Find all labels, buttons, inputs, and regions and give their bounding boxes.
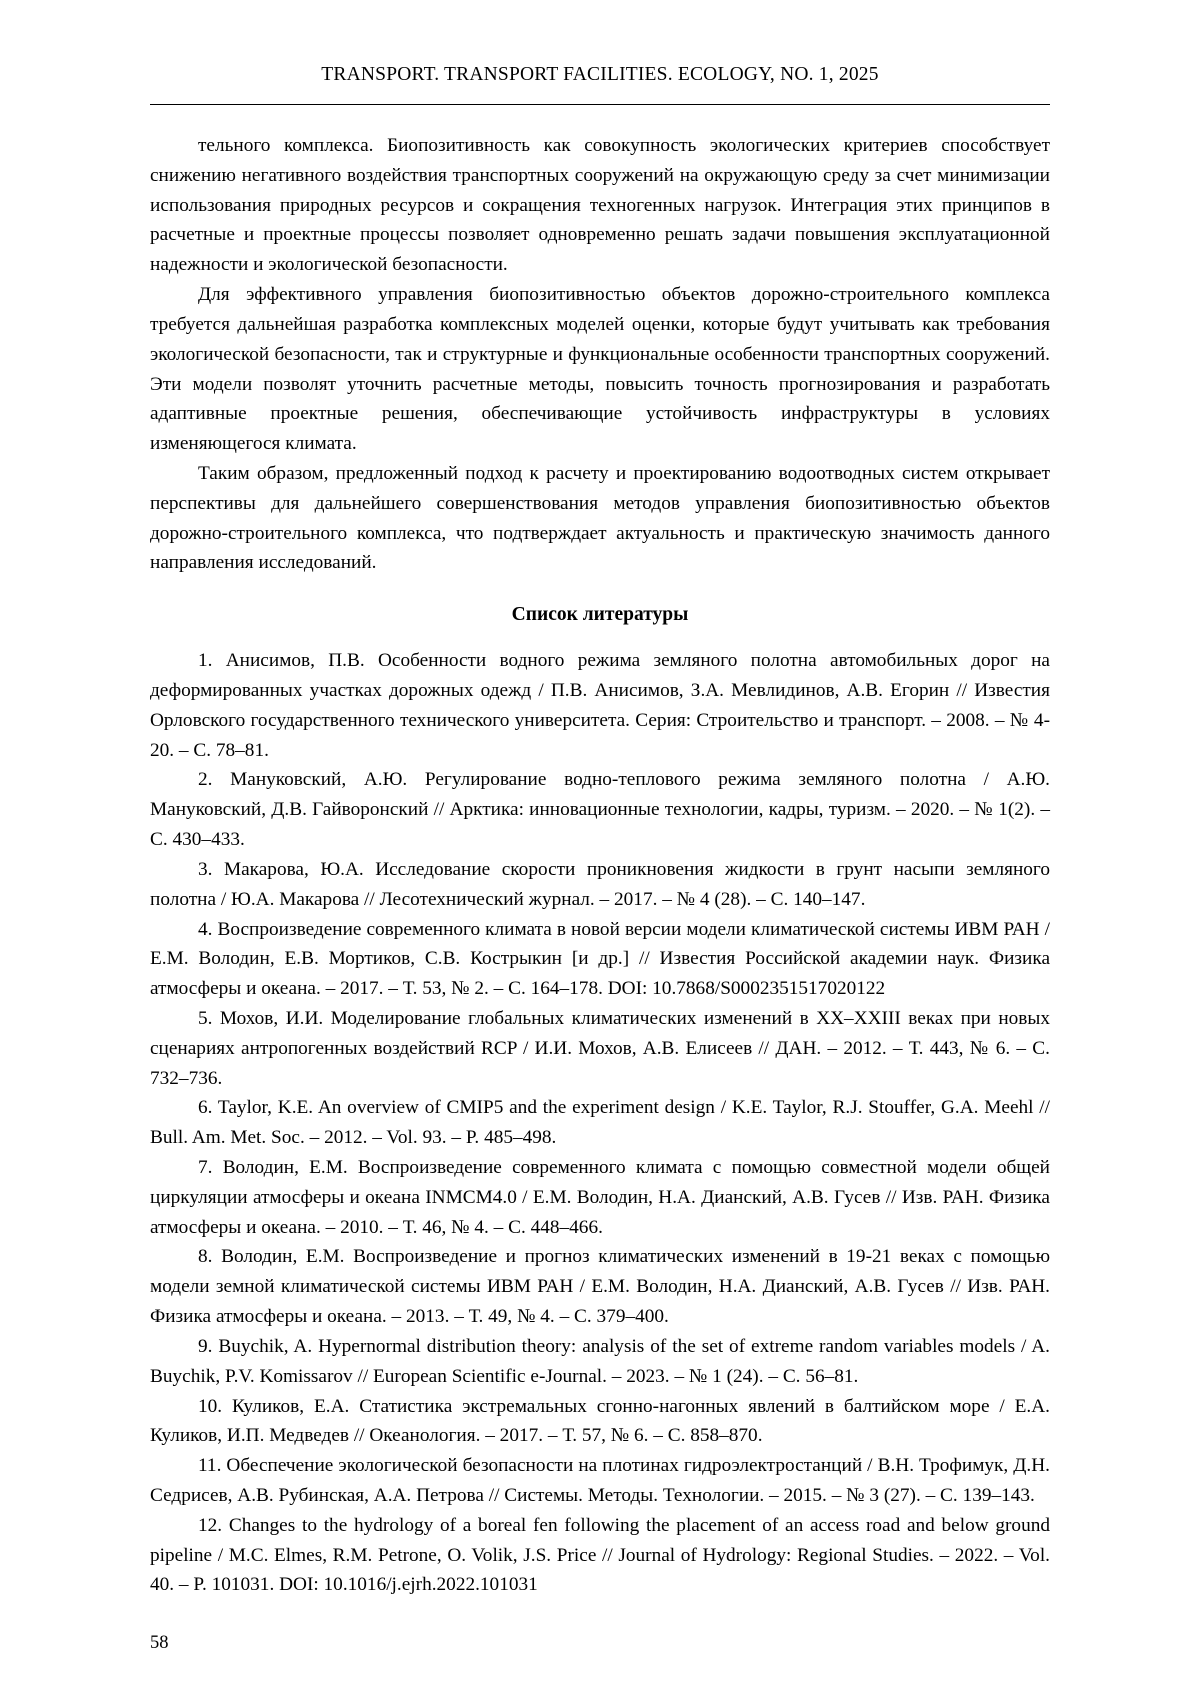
- reference-item: 10. Куликов, Е.А. Статистика экстремальных сгонно-нагонных явлений в балтийском море / Е.А. Куликов, И.П. Медведев // Океанология. – 2017. – Т. 57, № 6. – С. 858–870.: [150, 1395, 1050, 1447]
- reference-item: 11. Обеспечение экологической безопасности на плотинах гидроэлектростанций / В.Н. Трофимук, Д.Н. Седрисев, А.В. Рубинская, А.А. Петрова // Системы. Методы. Технологии. – 2015. – № 3 (27). – С. 139–143.: [150, 1455, 1050, 1506]
- reference-item: 5. Мохов, И.И. Моделирование глобальных климатических изменений в XX–XXIII веках при новых сценариях антропогенных воздействий RCP / И.И. Мохов, А.В. Елисеев // ДАН. – 2012. – Т. 443, № 6. – С. 732–736.: [150, 1007, 1050, 1089]
- body-text: [150, 131, 1050, 578]
- reference-item: 8. Володин, Е.М. Воспроизведение и прогноз климатических изменений в 19-21 веках с помощью модели земной климатической системы ИВМ РАН / Е.М. Володин, Н.А. Дианский, А.В. Гусев // Изв. РАН. Физика атмосферы и океана. – 2013. – Т. 49, № 4. – С. 379–400.: [150, 1246, 1050, 1328]
- reference-item: 2. Мануковский, А.Ю. Регулирование водно-теплового режима земляного полотна / А.Ю. Мануковский, Д.В. Гайворонский // Арктика: инновационные технологии, кадры, туризм. – 2020. – № 1(2). – С. 430–433.: [150, 769, 1050, 851]
- paragraph: тельного комплекса. Биопозитивность как совокупность экологических критериев способствует снижению негативного воздействия транспортных сооружений на окружающую среду за счет минимизации использования природных ресурсов и сокращения техногенных нагрузок. Интеграция этих принципов в расчетные и проектные процессы позволяет одновременно решать задачи повышения эксплуатационной надежности и экологической безопасности.: [150, 135, 1050, 276]
- reference-item: 12. Changes to the hydrology of a boreal fen following the placement of an access road and below ground pipeline / M.C. Elmes, R.M. Petrone, O. Volik, J.S. Price // Journal of Hydrology: Regional Studies. – 2022. – Vol. 40. – P. 101031. DOI: 10.1016/j.ejrh.2022.101031: [150, 1514, 1050, 1596]
- references-heading: Список литературы: [511, 604, 689, 626]
- references-list: [150, 646, 1050, 1600]
- page-number: 58: [150, 1633, 169, 1653]
- header-divider: [150, 104, 1050, 105]
- reference-item: 9. Buychik, A. Hypernormal distribution theory: analysis of the set of extreme random variables models / A. Buychik, P.V. Komissarov // European Scientific e-Journal. – 2023. – № 1 (24). – С. 56–81.: [150, 1335, 1050, 1387]
- reference-item: 6. Taylor, K.E. An overview of CMIP5 and the experiment design / K.E. Taylor, R.J. Stouffer, G.A. Meehl // Bull. Am. Met. Soc. – 2012. – Vol. 93. – P. 485–498.: [150, 1097, 1050, 1149]
- reference-item: 7. Володин, Е.М. Воспроизведение современного климата с помощью совместной модели общей циркуляции атмосферы и океана INMCM4.0 / Е.М. Володин, Н.А. Дианский, А.В. Гусев // Изв. РАН. Физика атмосферы и океана. – 2010. – Т. 46, № 4. – С. 448–466.: [150, 1157, 1050, 1238]
- reference-item: 4. Воспроизведение современного климата в новой версии модели климатической системы ИВМ РАН / Е.М. Володин, Е.В. Мортиков, С.В. Кострыкин [и др.] // Известия Российской академии наук. Физика атмосферы и океана. – 2017. – Т. 53, № 2. – С. 164–178. DOI: 10.7868/S0002351517020122: [150, 918, 1050, 1000]
- running-head: TRANSPORT. TRANSPORT FACILITIES. ECOLOGY, NO. 1, 2025: [321, 64, 879, 85]
- reference-item: 1. Анисимов, П.В. Особенности водного режима земляного полотна автомобильных дорог на деформированных участках дорожных одежд / П.В. Анисимов, З.А. Мевлидинов, А.В. Егорин // Известия Орловского государственного технического университета. Серия: Строительство и транспорт. – 2008. – № 4-20. – С. 78–81.: [150, 650, 1050, 761]
- paragraph: Таким образом, предложенный подход к расчету и проектированию водоотводных систем открывает перспективы для дальнейшего совершенствования методов управления биопозитивностью объектов дорожно-строительного комплекса, что подтверждает актуальность и практическую значимость данного направления исследований.: [150, 462, 1050, 574]
- paragraph: Для эффективного управления биопозитивностью объектов дорожно-строительного комплекса требуется дальнейшая разработка комплексных моделей оценки, которые будут учитывать как требования экологической безопасности, так и структурные и функциональные особенности транспортных сооружений. Эти модели позволят уточнить расчетные методы, повысить точность прогнозирования и разработать адаптивные проектные решения, обеспечивающие устойчивость инфраструктуры в условиях изменяющегося климата.: [150, 284, 1050, 455]
- reference-item: 3. Макарова, Ю.А. Исследование скорости проникновения жидкости в грунт насыпи земляного полотна / Ю.А. Макарова // Лесотехнический журнал. – 2017. – № 4 (28). – С. 140–147.: [150, 858, 1050, 910]
